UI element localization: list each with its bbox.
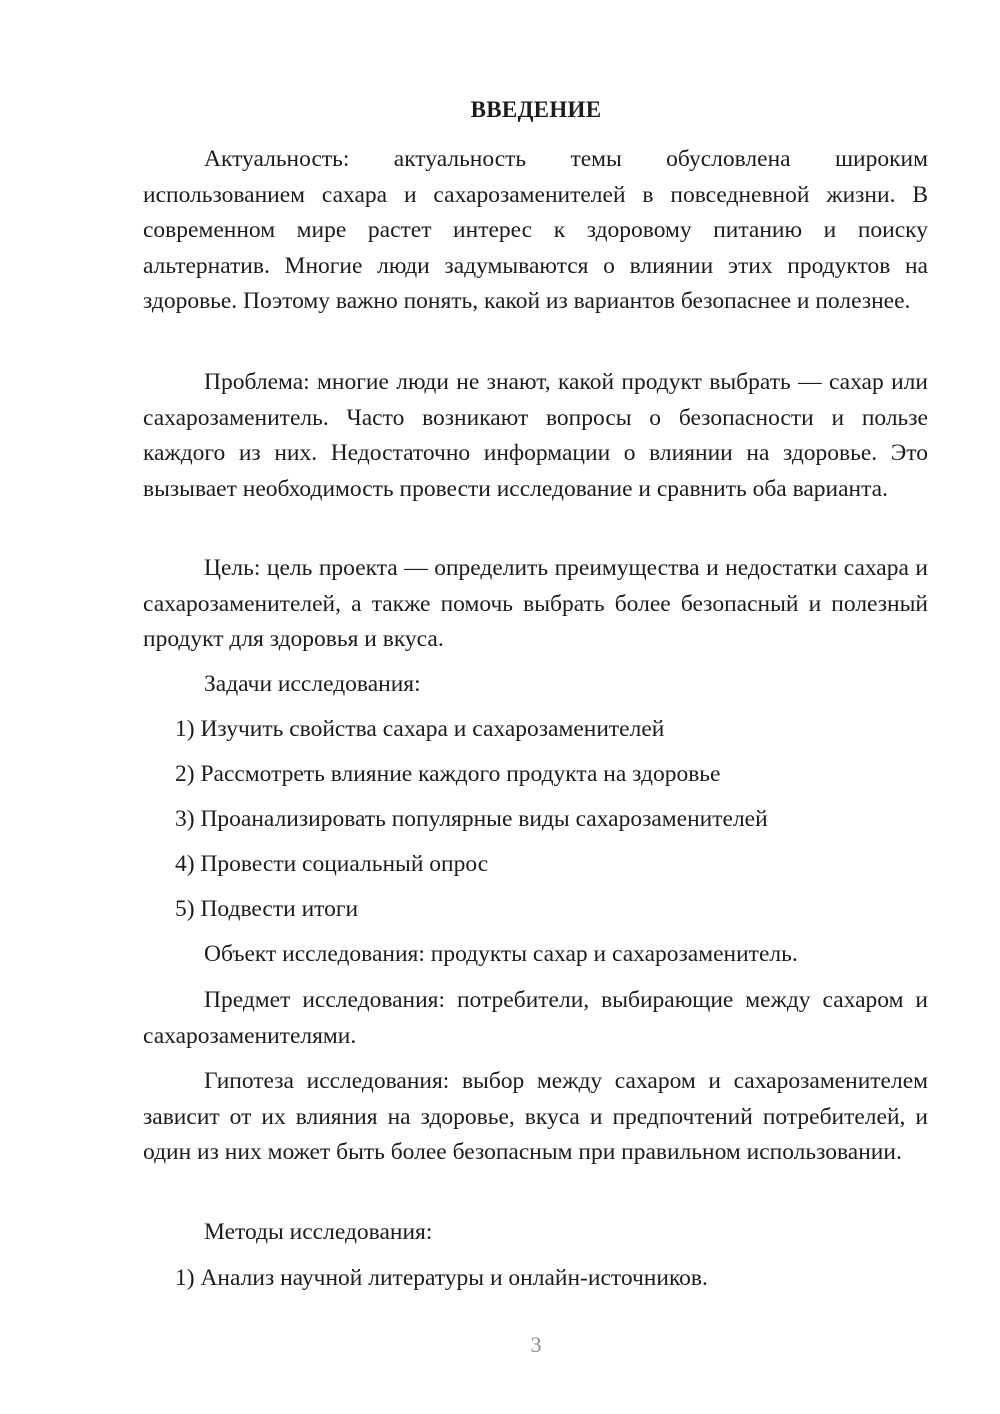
task-item-3: 3) Проанализировать популярные виды сахарозаменителей xyxy=(175,806,768,832)
tasks-heading: Задачи исследования: xyxy=(204,671,421,697)
task-item-2: 2) Рассмотреть влияние каждого продукта на здоровье xyxy=(175,761,721,787)
task-item-4: 4) Провести социальный опрос xyxy=(175,851,489,877)
method-item-1: 1) Анализ научной литературы и онлайн-источников. xyxy=(175,1265,708,1291)
problem-paragraph: Проблема: многие люди не знают, какой продукт выбрать — сахар или сахарозаменитель. Часто возникают вопросы о безопасности и пользе каждого из них. Недостаточно информации о влиянии на здоровье. Это вызывает необходимость провести исследование и сравнить оба варианта. xyxy=(143,369,928,502)
page-number: 3 xyxy=(530,1332,542,1357)
subject-paragraph: Предмет исследования: потребители, выбирающие между сахаром и сахарозаменителями. xyxy=(143,987,928,1049)
task-item-5: 5) Подвести итоги xyxy=(175,896,359,922)
relevance-paragraph: Актуальность: актуальность темы обусловлена широким использованием сахара и сахарозаменителей в повседневной жизни. В современном мире растет интерес к здоровому питанию и поиску альтернатив. Многие люди задумываются о влиянии этих продуктов на здоровье. Поэтому важно понять, какой из вариантов безопаснее и полезнее. xyxy=(143,146,928,314)
task-item-1: 1) Изучить свойства сахара и сахарозаменителей xyxy=(175,716,665,742)
object-paragraph: Объект исследования: продукты сахар и сахарозаменитель. xyxy=(204,941,798,967)
hypothesis-paragraph: Гипотеза исследования: выбор между сахаром и сахарозаменителем зависит от их влияния на здоровье, вкуса и предпочтений потребителей, и один из них может быть более безопасным при правильном использовании. xyxy=(143,1068,928,1165)
page-title: ВВЕДЕНИЕ xyxy=(470,97,602,122)
goal-paragraph: Цель: цель проекта — определить преимущества и недостатки сахара и сахарозаменителей, а также помочь выбрать более безопасный и полезный продукт для здоровья и вкуса. xyxy=(143,555,928,652)
methods-heading: Методы исследования: xyxy=(204,1219,433,1245)
